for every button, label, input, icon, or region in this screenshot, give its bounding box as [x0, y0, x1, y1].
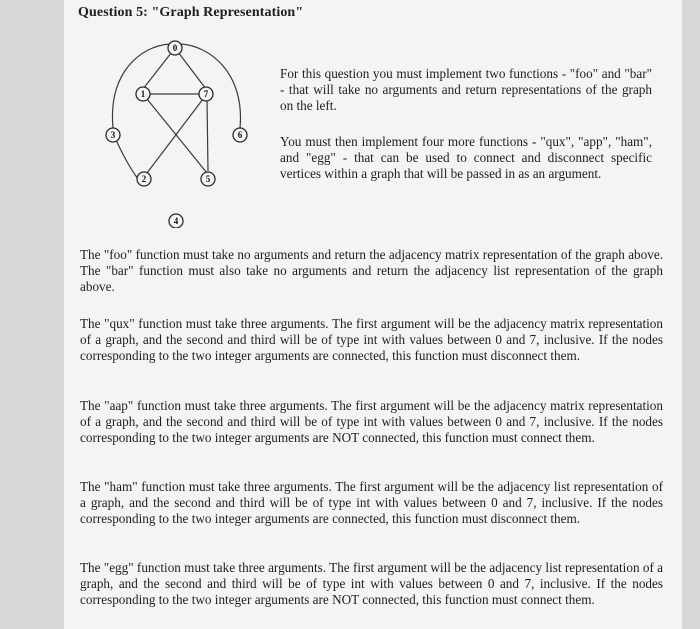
edge-2-3: [116, 140, 138, 179]
graph-diagram: [100, 38, 260, 228]
node-3-label: 3: [110, 130, 116, 140]
node-1-label: 1: [140, 89, 146, 99]
edge-0-7: [175, 48, 206, 89]
node-4-label: 4: [173, 216, 179, 226]
body-paragraph-egg: The "egg" function must take three arguments. The first argument will be the adjacency list representation of a graph, and the second and third will be of type int with values between 0 and 7, inclusive. If the nodes corresponding to the two integer arguments are NOT connected, this function must connect them.: [80, 560, 663, 607]
intro-paragraph-1: For this question you must implement two functions - "foo" and "bar" - that will take no arguments and return representations of the graph on the left.: [280, 66, 652, 113]
question-title: Question 5: "Graph Representation": [78, 5, 304, 20]
node-6-label: 6: [237, 130, 243, 140]
body-paragraph-ham: The "ham" function must take three arguments. The first argument will be the adjacency list representation of a graph, and the second and third will be of type int with values between 0 and 7, inclusive. If the nodes corresponding to the two integer arguments are connected, this function must disconnect them.: [80, 479, 663, 526]
node-5-label: 5: [205, 174, 211, 184]
node-7-label: 7: [203, 89, 209, 99]
body-paragraph-foo-bar: The "foo" function must take no arguments and return the adjacency matrix representation of the graph above. The "bar" function must also take no arguments and return the adjacency list representation of the graph above.: [80, 247, 663, 294]
intro-paragraph-2: You must then implement four more functions - "qux", "app", "ham", and "egg" - that can be used to connect and disconnect specific vertices within a graph that will be passed in as an argument.: [280, 134, 652, 181]
edge-3-0: [112, 44, 170, 128]
body-paragraph-qux: The "qux" function must take three arguments. The first argument will be the adjacency matrix representation of a graph, and the second and third will be of type int with values between 0 and 7, inclusive. If the nodes corresponding to the two integer arguments are connected, this function must disconnect them.: [80, 316, 663, 363]
body-paragraph-aap: The "aap" function must take three arguments. The first argument will be the adjacency matrix representation of a graph, and the second and third will be of type int with values between 0 and 7, inclusive. If the nodes corresponding to the two integer arguments are NOT connected, this function must connect them.: [80, 398, 663, 445]
node-0-label: 0: [172, 43, 178, 53]
node-2-label: 2: [141, 174, 147, 184]
edge-7-5: [207, 99, 208, 171]
edge-0-1: [143, 48, 175, 89]
